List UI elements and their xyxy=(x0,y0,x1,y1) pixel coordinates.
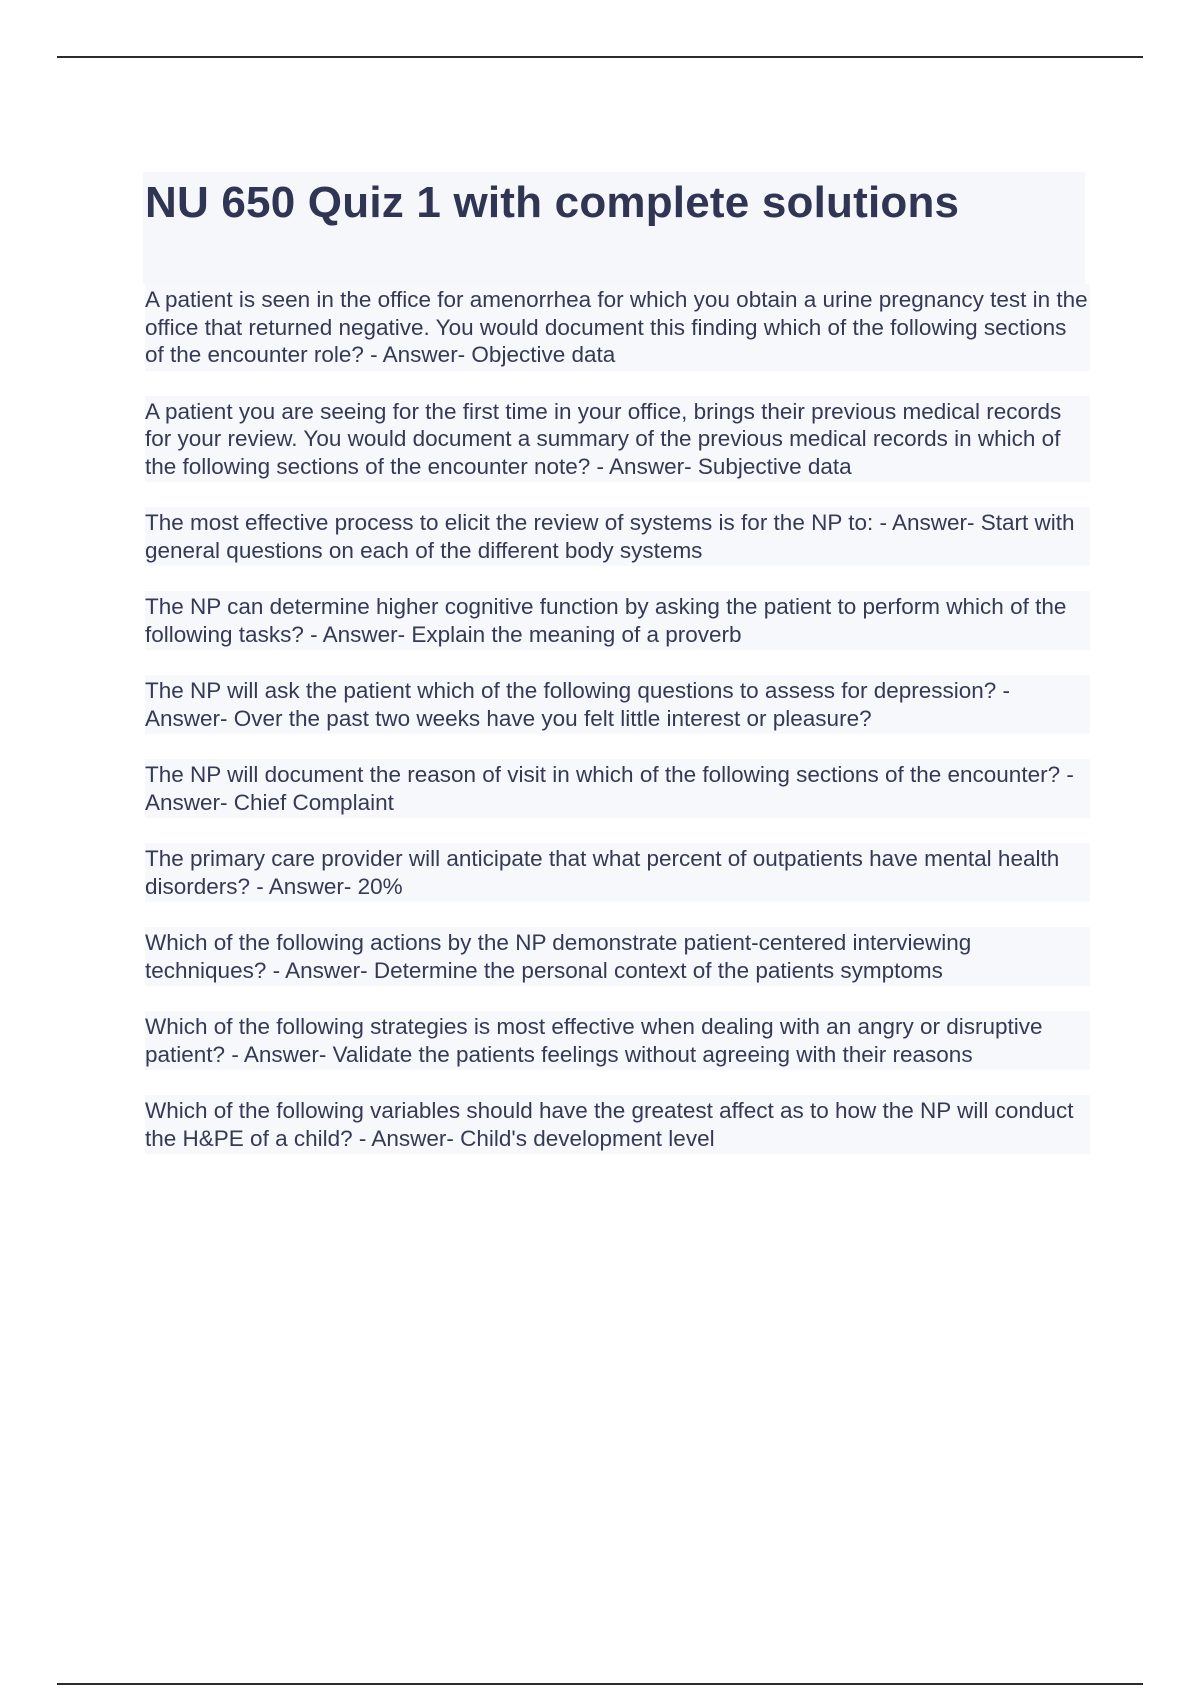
qa-item: The NP can determine higher cognitive function by asking the patient to perform which of the following tasks? - Answer- Explain the meaning of a proverb xyxy=(145,591,1090,650)
qa-item: The most effective process to elicit the review of systems is for the NP to: - Answer- Start with general questions on each of the different body systems xyxy=(145,507,1090,566)
qa-item: A patient you are seeing for the first time in your office, brings their previous medical records for your review. You would document a summary of the previous medical records in which of the following sections of the encounter note? - Answer- Subjective data xyxy=(145,396,1090,483)
qa-item: The primary care provider will anticipate that what percent of outpatients have mental health disorders? - Answer- 20% xyxy=(145,843,1090,902)
qa-item: Which of the following strategies is most effective when dealing with an angry or disruptive patient? - Answer- Validate the patients feelings without agreeing with their reasons xyxy=(145,1011,1090,1070)
qa-item: The NP will ask the patient which of the following questions to assess for depression? - Answer- Over the past two weeks have you felt little interest or pleasure? xyxy=(145,675,1090,734)
qa-item: The NP will document the reason of visit in which of the following sections of the encounter? - Answer- Chief Complaint xyxy=(145,759,1090,818)
bottom-rule xyxy=(57,1683,1143,1685)
qa-list xyxy=(145,284,1090,1179)
qa-item: A patient is seen in the office for amenorrhea for which you obtain a urine pregnancy test in the office that returned negative. You would document this finding which of the following sections of the encounter role? - Answer- Objective data xyxy=(145,284,1090,371)
page-title: NU 650 Quiz 1 with complete solutions xyxy=(145,178,960,227)
qa-item: Which of the following actions by the NP demonstrate patient-centered interviewing techniques? - Answer- Determine the personal context of the patients symptoms xyxy=(145,927,1090,986)
top-rule xyxy=(57,56,1143,58)
title-block xyxy=(143,172,1085,284)
qa-item: Which of the following variables should have the greatest affect as to how the NP will conduct the H&PE of a child? - Answer- Child's development level xyxy=(145,1095,1090,1154)
